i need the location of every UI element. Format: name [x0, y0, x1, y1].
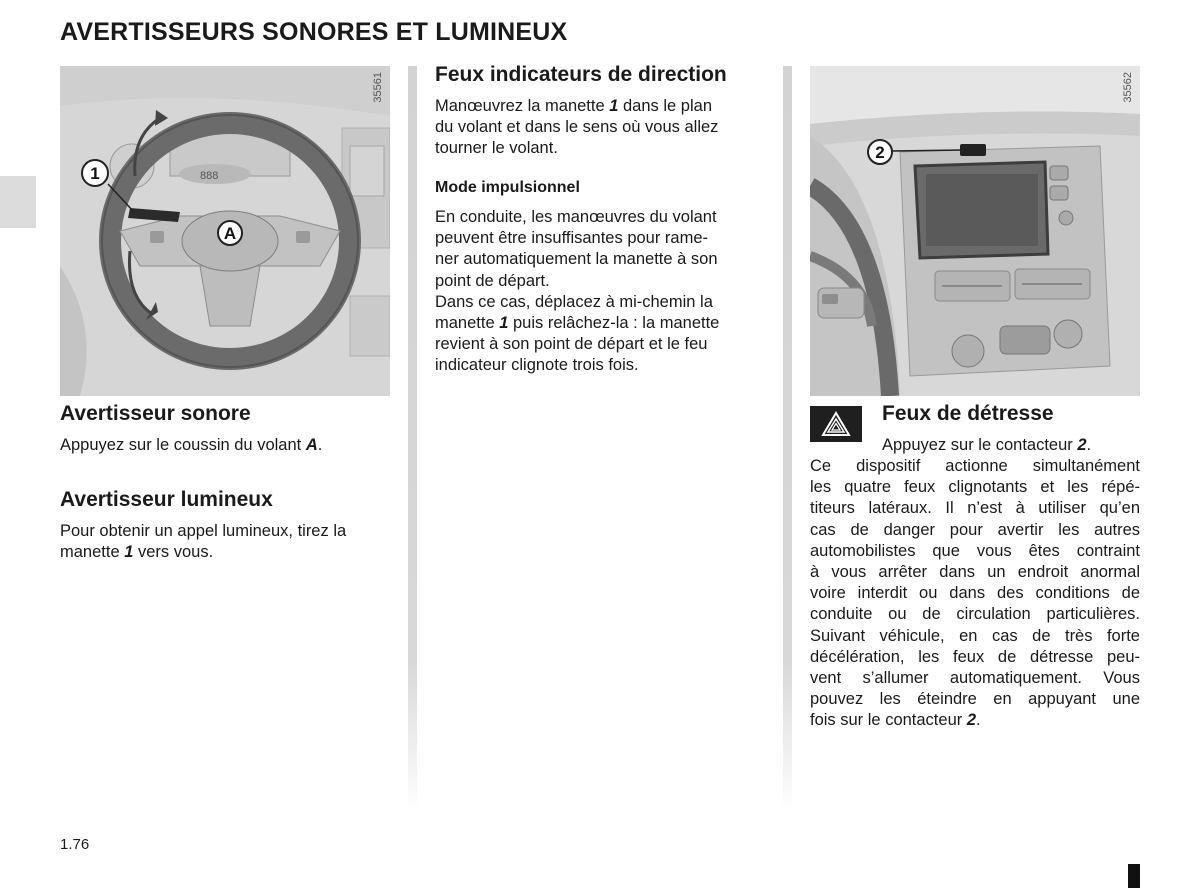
hazard-intro: [882, 435, 1140, 456]
column-divider-left: [408, 66, 417, 811]
ref-1: 1: [124, 543, 134, 562]
chapter-tab: [0, 176, 36, 228]
page-title: AVERTISSEURS SONORES ET LUMINEUX: [60, 18, 568, 46]
impulse-line: indicateur clignote trois fois.: [435, 356, 639, 375]
figure-code: 35561: [372, 72, 384, 103]
steering-wheel-figure: [60, 66, 390, 396]
impulse-line: Dans ce cas, déplacez à mi-chemin la: [435, 292, 713, 311]
impulse-mode-heading: Mode impulsionnel: [435, 179, 580, 196]
hazard-line: Suivant véhicule, en cas de très forte: [810, 626, 1140, 645]
hazard-line: Ce dispositif actionne simultanément: [810, 457, 1140, 475]
horn-text-end: .: [317, 436, 323, 454]
direction-text-part: dans le plan: [618, 97, 712, 115]
callout-1: 1: [90, 164, 100, 183]
impulse-line: peuvent être insuffisantes pour rame-: [435, 229, 709, 248]
ref-2: 2: [966, 711, 977, 730]
impulse-line: puis relâchez-la : la manette: [508, 314, 720, 333]
hazard-line: automobilistes que vous êtes contraint: [810, 541, 1140, 560]
flash-text: [60, 521, 390, 563]
dashboard-figure: [810, 66, 1140, 396]
callout-A: A: [223, 224, 237, 243]
svg-text:888: 888: [200, 170, 219, 182]
impulse-line: ner automatiquement la manette à son: [435, 250, 718, 269]
hazard-triangle-icon: [810, 406, 862, 442]
flash-text-line1: Pour obtenir un appel lumineux, tirez la: [60, 522, 347, 540]
hazard-heading: Feux de détresse: [882, 402, 1054, 425]
flash-text-end: vers vous.: [133, 543, 214, 562]
horn-text-part: Appuyez sur le coussin du volant: [60, 436, 306, 454]
direction-text-line3: tourner le volant.: [435, 139, 558, 158]
hazard-intro-part: Appuyez sur le contacteur: [882, 436, 1078, 454]
flash-heading: Avertisseur lumineux: [60, 488, 273, 511]
direction-text-line2: du volant et dans le sens où vous allez: [435, 118, 719, 137]
flash-text-part: manette: [60, 543, 125, 562]
impulse-line: point de départ.: [435, 271, 550, 290]
hazard-intro-end: .: [1086, 436, 1092, 454]
hazard-line-last: [810, 710, 1140, 731]
ref-1: 1: [499, 314, 509, 333]
hazard-line: les quatre feux clignotants et les répé-: [810, 478, 1140, 497]
hazard-line: à vous arrêter dans un endroit anormal: [810, 563, 1140, 582]
impulse-line: En conduite, les manœuvres du volant: [435, 208, 717, 226]
direction-text: [435, 96, 765, 160]
direction-heading: Feux indicateurs de direction: [435, 63, 727, 86]
hazard-line: vent s’allumer automatiquement. Vous: [810, 669, 1140, 688]
page-number: 1.76: [60, 836, 90, 853]
horn-text: [60, 435, 390, 456]
ref-1: 1: [609, 97, 619, 115]
hazard-line: conduite ou de circulation particulières.: [810, 605, 1140, 624]
hazard-line: cas de danger pour avertir les autres: [810, 520, 1140, 539]
impulse-mode-text: [435, 207, 765, 377]
impulse-line: manette: [435, 314, 500, 333]
hazard-body: [810, 456, 1140, 732]
column-divider-right: [783, 66, 792, 811]
figure-code: 35562: [1122, 72, 1134, 103]
corner-mark: [1128, 864, 1140, 888]
hazard-line: voire interdit ou dans des conditions de: [810, 584, 1140, 603]
ref-2: 2: [1077, 436, 1087, 454]
hazard-line: pouvez les éteindre en appuyant une: [810, 690, 1140, 709]
ref-A: A: [305, 436, 318, 454]
hazard-line: titeurs latéraux. Il n’est à utiliser qu’en: [810, 499, 1140, 518]
direction-text-part: Manœuvrez la manette: [435, 97, 610, 115]
horn-heading: Avertisseur sonore: [60, 402, 251, 425]
hazard-last-part: fois sur le contacteur: [810, 711, 967, 730]
hazard-last-end: .: [976, 711, 981, 730]
callout-2: 2: [875, 143, 885, 162]
impulse-line: revient à son point de départ et le feu: [435, 335, 708, 354]
hazard-line: décélération, les feux de détresse peu-: [810, 647, 1140, 666]
